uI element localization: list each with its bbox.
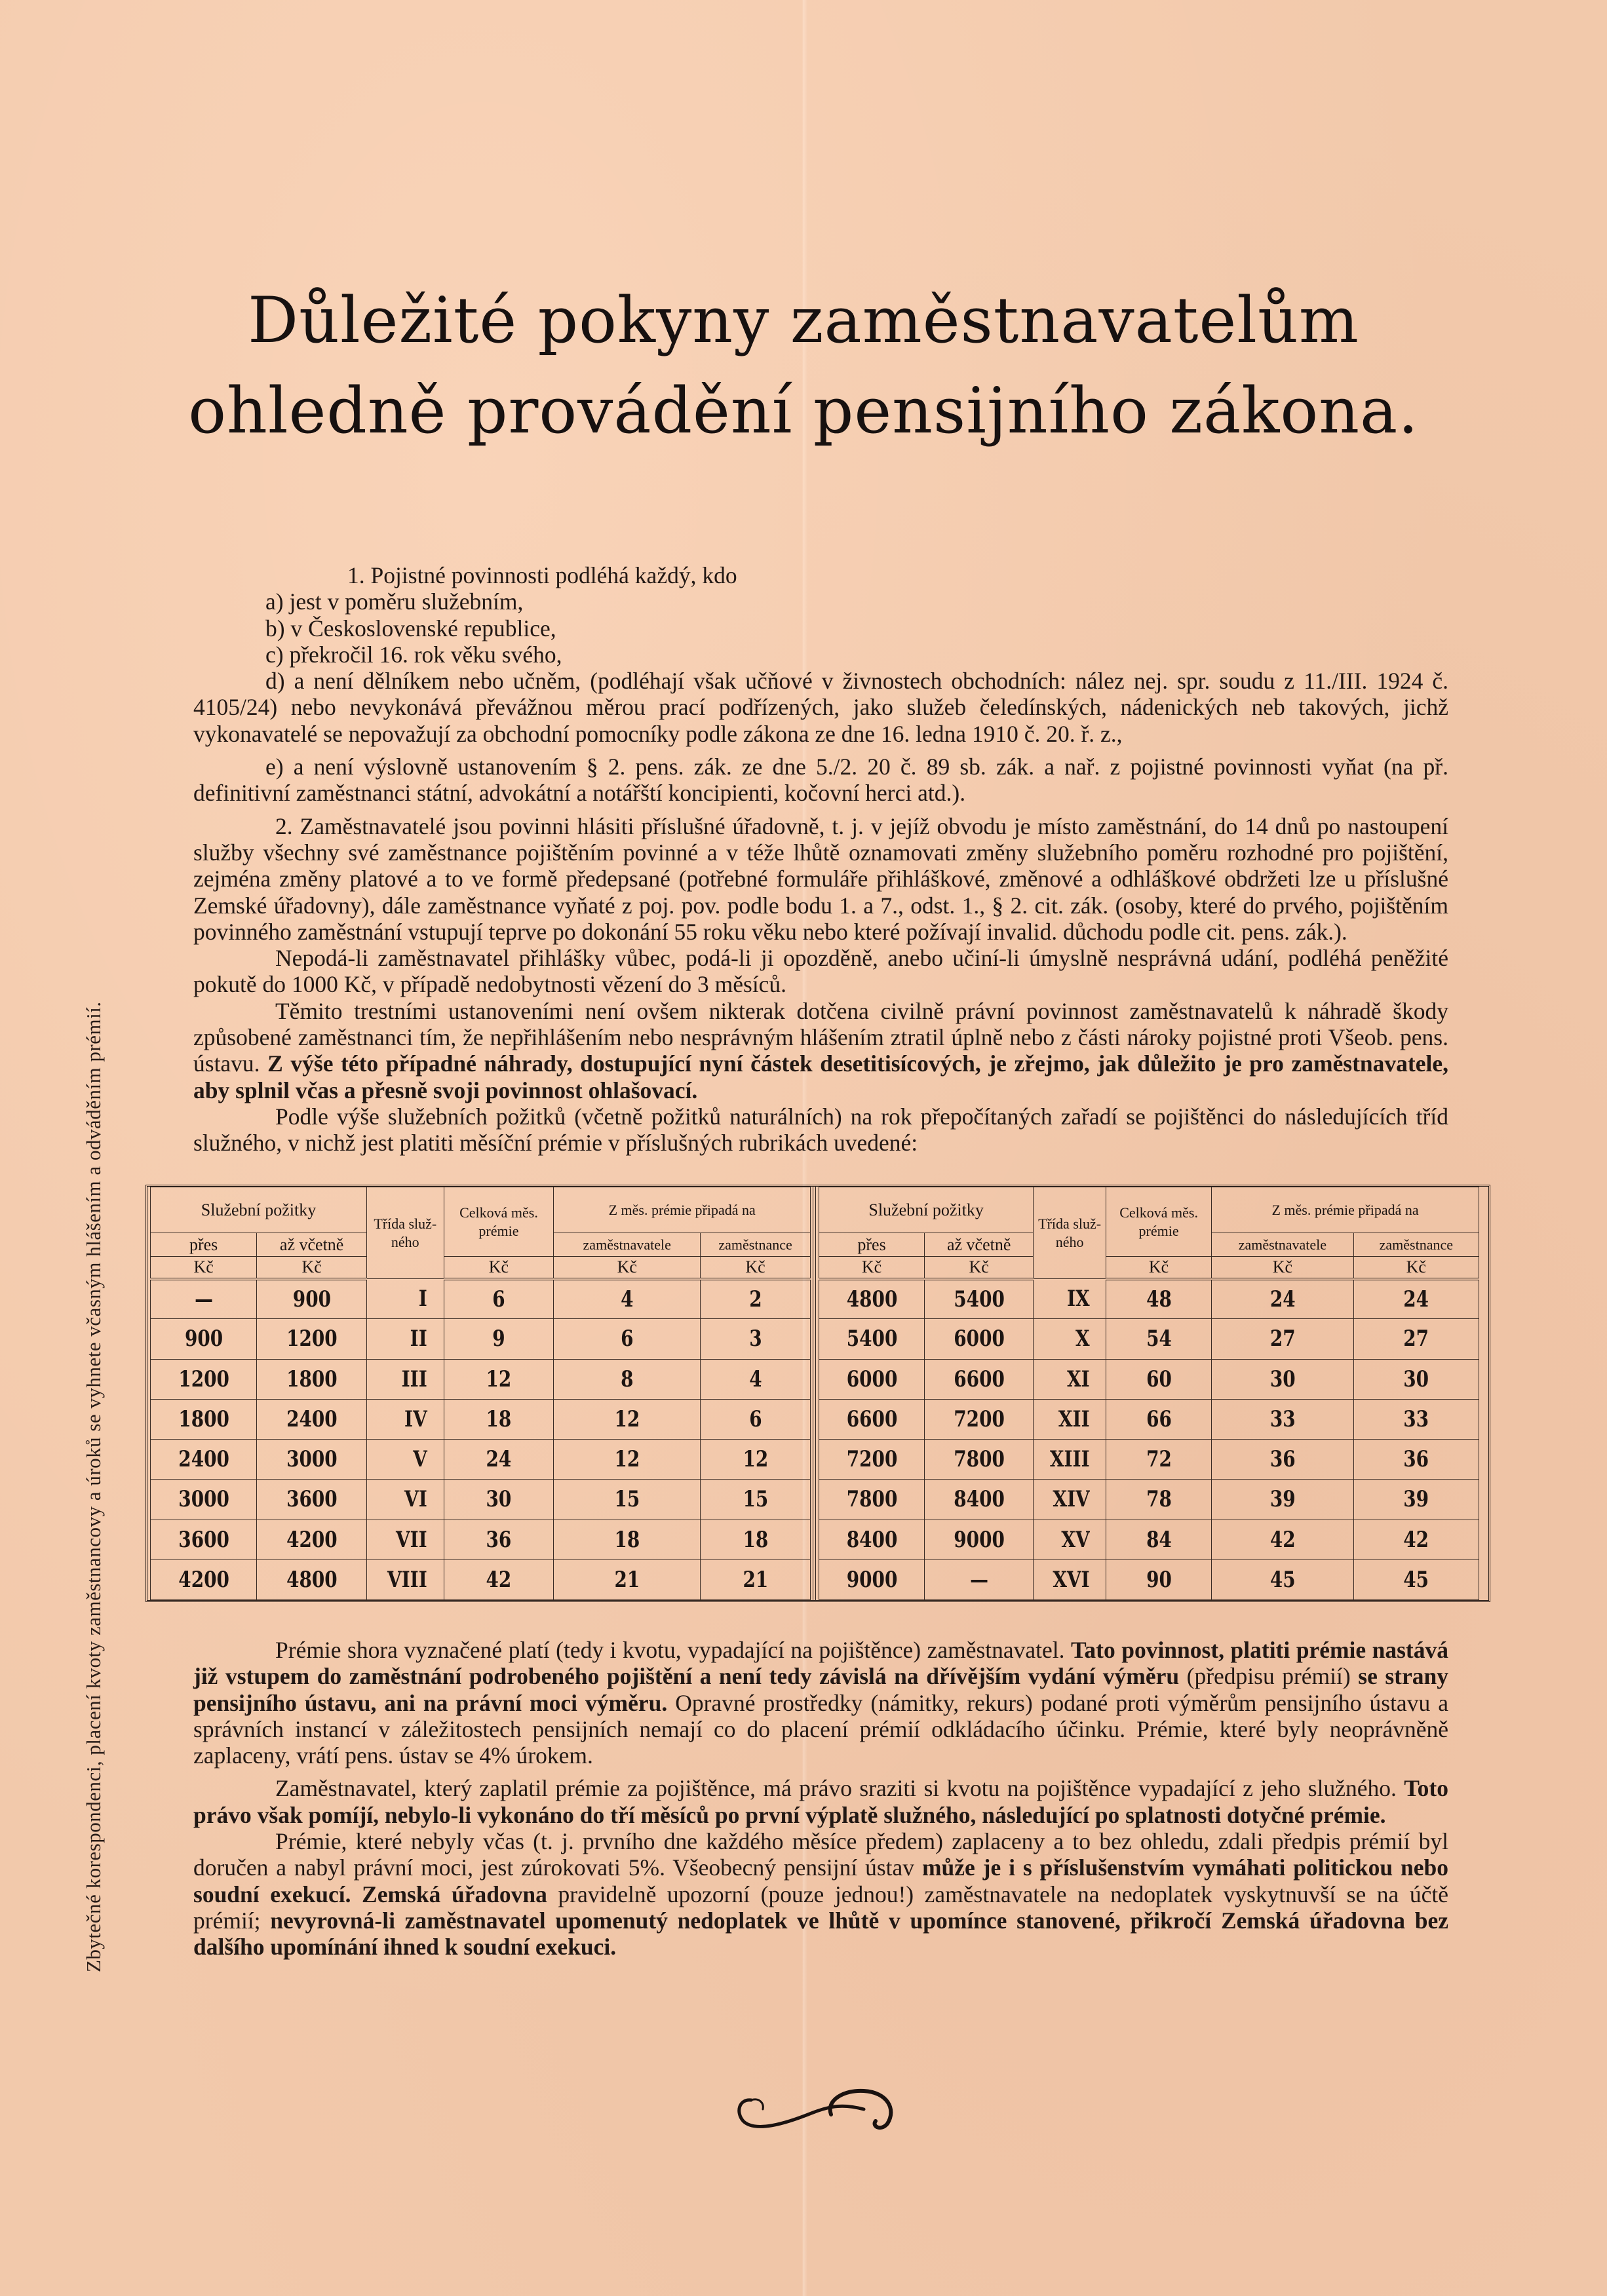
table-row xyxy=(819,1359,1479,1399)
cell-pres: 7800 xyxy=(828,1480,915,1520)
text-run: Prémie, které nebyly včas (t. j. prvního dne každého měsíce předem) zaplaceny a to bez ohledu, zdali předpis prémií byl doručen a nabyl právní moci, jest zúrokovati 5%. Všeobecný pensijní ústav xyxy=(193,1828,1448,1881)
table-row xyxy=(151,1399,811,1439)
cell-zamestnavatel: 45 xyxy=(1224,1559,1341,1599)
cell-zamestnanec: 6 xyxy=(710,1399,801,1439)
cell-trida: XV xyxy=(1040,1520,1100,1559)
cell-zamestnavatel: 24 xyxy=(1224,1279,1341,1319)
table-row xyxy=(151,1559,811,1599)
cell-az: 3600 xyxy=(267,1480,357,1520)
cell-pres: 3000 xyxy=(160,1480,247,1520)
cell-az: 8400 xyxy=(935,1480,1024,1520)
header-pozitky: Služební požitky xyxy=(151,1187,367,1233)
cell-zamestnanec: 36 xyxy=(1365,1440,1467,1480)
unit-label: Kč xyxy=(554,1257,701,1279)
flourish-ornament-icon xyxy=(733,2080,903,2133)
cell-zamestnanec: 15 xyxy=(710,1480,801,1520)
cell-pres: 4800 xyxy=(828,1279,915,1319)
text-run: pravidelně upozorní (pouze jednou!) zaměstnavatele na nedoplatek vyskytnuvší se na účtě prémií; xyxy=(193,1881,1448,1934)
header-pres: přes xyxy=(151,1233,257,1257)
table-row xyxy=(819,1319,1479,1359)
unit-label: Kč xyxy=(1212,1257,1354,1279)
cell-celkova: 30 xyxy=(454,1480,544,1520)
unit-label: Kč xyxy=(1106,1257,1212,1279)
cell-az: 7800 xyxy=(935,1440,1024,1480)
cell-zamestnavatel: 12 xyxy=(567,1440,687,1480)
condition-b: b) v Československé republice, xyxy=(265,615,556,641)
right-table-body xyxy=(819,1279,1479,1600)
table-row xyxy=(819,1440,1479,1480)
cell-az: 5400 xyxy=(935,1279,1024,1319)
cell-zamestnanec: 27 xyxy=(1365,1319,1467,1359)
cell-zamestnavatel: 36 xyxy=(1224,1440,1341,1480)
cell-celkova: 90 xyxy=(1115,1559,1202,1599)
section-1-intro: 1. Pojistné povinnosti podléhá každý, kdo xyxy=(347,562,737,588)
cell-celkova: 24 xyxy=(454,1440,544,1480)
header-zamestnavatele: zaměstnavatele xyxy=(1212,1233,1354,1257)
table-row xyxy=(819,1559,1479,1599)
header-zamestnavatele: zaměstnavatele xyxy=(554,1233,701,1257)
cell-zamestnanec: 30 xyxy=(1365,1359,1467,1399)
cell-az: 1200 xyxy=(267,1319,357,1359)
cell-zamestnanec: 12 xyxy=(710,1440,801,1480)
cell-celkova: 42 xyxy=(454,1559,544,1599)
cell-zamestnanec: 21 xyxy=(710,1559,801,1599)
cell-zamestnanec: 2 xyxy=(710,1279,801,1319)
side-note: Zbytečné korespondenci, placení kvoty zaměstnancovy a úroků se vyhnete včasným hlášením a odváděním prémií. xyxy=(82,1001,105,1972)
cell-az: 900 xyxy=(267,1279,357,1319)
header-celkova: Celková měs. prémie xyxy=(1106,1187,1212,1257)
cell-zamestnavatel: 39 xyxy=(1224,1480,1341,1520)
left-table-body xyxy=(151,1279,811,1600)
text-run: Prémie shora vyznačené platí (tedy i kvotu, vypadající na pojištěnce) zaměstnavatel. xyxy=(275,1637,1071,1663)
table-row xyxy=(151,1359,811,1399)
unit-label: Kč xyxy=(151,1257,257,1279)
cell-pres: 6000 xyxy=(828,1359,915,1399)
cell-zamestnanec: 39 xyxy=(1365,1480,1467,1520)
cell-az: 4200 xyxy=(267,1520,357,1559)
cell-az: 6600 xyxy=(935,1359,1024,1399)
cell-az: — xyxy=(935,1559,1024,1599)
cell-trida: II xyxy=(374,1319,436,1359)
header-pres: přes xyxy=(819,1233,925,1257)
cell-celkova: 60 xyxy=(1115,1359,1202,1399)
section-2-paragraph: 2. Zaměstnavatelé jsou povinni hlásiti příslušné úřadovně, t. j. v jejíž obvodu je místo zaměstnání, do 14 dnů po nastoupení služby všechny své zaměstnance pojištěním povinné a v téže lhůtě oznamovati změny služebního poměru rozhodné pro pojištění, zejména změny platové a to ve formě předepsané (potřebné formuláře přihláškové, změnové a odhláškové obdržeti lze u příslušné Zemské úřadovny), dále zaměstnance vyňaté z poj. pov. podle bodu 1. a 7., odst. 1., § 2. cit. zák. (osoby, které do prvého, pojištěním povinného zaměstnání vstupují teprve po dokonání 55 roku věku nebo které požívají invalid. důchodu podle cit. pens. zák.). xyxy=(193,813,1448,945)
liability-text: Těmito trestními ustanoveními není ovšem nikterak dotčena civilně právní povinnost zaměstnavatelů k náhradě škody způsobené zaměstnanci tím, že nepřihlášením nebo nesprávným hlášením ztratil úplně nebo z části nároky pojistné proti Všeob. pens. ústavu. xyxy=(193,997,1448,1077)
cell-trida: XVI xyxy=(1040,1559,1100,1599)
cell-zamestnavatel: 12 xyxy=(567,1399,687,1439)
cell-trida: VI xyxy=(374,1480,436,1520)
cell-trida: X xyxy=(1040,1319,1100,1359)
cell-pres: 6600 xyxy=(828,1399,915,1439)
cell-pres: 7200 xyxy=(828,1440,915,1480)
text-run-bold: Tato povinnost, platiti prémie nastává již vstupem do zaměstnání podrobeného pojištění a není tedy závislá na dřívějším vydání výměru xyxy=(193,1637,1448,1690)
cell-zamestnanec: 4 xyxy=(710,1359,801,1399)
header-z-mes: Z měs. prémie připadá na xyxy=(554,1187,811,1233)
text-run: Zaměstnavatel, který zaplatil prémie za pojištěnce, má právo sraziti si kvotu na pojištěnce vypadající z jeho služného. xyxy=(275,1775,1404,1802)
table-divider xyxy=(813,1187,816,1600)
liability-paragraph xyxy=(193,998,1448,1103)
unit-label: Kč xyxy=(701,1257,811,1279)
cell-pres: 1200 xyxy=(160,1359,247,1399)
cell-pres: 4200 xyxy=(160,1559,247,1599)
header-celkova: Celková měs. prémie xyxy=(444,1187,554,1257)
page-title xyxy=(0,275,1607,456)
cell-trida: VII xyxy=(374,1520,436,1559)
table-row xyxy=(819,1520,1479,1559)
table-row xyxy=(151,1319,811,1359)
table-row xyxy=(151,1480,811,1520)
cell-trida: III xyxy=(374,1359,436,1399)
text-run-bold: se strany pensijního ústavu, ani na právní moci výměru. xyxy=(193,1663,1448,1716)
cell-celkova: 18 xyxy=(454,1399,544,1439)
cell-trida: V xyxy=(374,1440,436,1480)
unit-label: Kč xyxy=(819,1257,925,1279)
unit-label: Kč xyxy=(444,1257,554,1279)
cell-celkova: 12 xyxy=(454,1359,544,1399)
cell-pres: 900 xyxy=(160,1319,247,1359)
cell-zamestnavatel: 8 xyxy=(567,1359,687,1399)
condition-d: d) a není dělníkem nebo učněm, (podléhají však učňové v živnostech obchodních: nález nej. spr. soudu z 11./III. 1924 č. 4105/24) nebo nevykonává převážnou měrou prací podřízených, jako služeb čeledínských, nádenických neb takových, jichž vykonavatelé se nepovažují za obchodní pomocníky podle zákona ze dne 16. ledna 1910 č. 20. ř. z., xyxy=(193,668,1448,747)
cell-pres: 2400 xyxy=(160,1440,247,1480)
cell-zamestnavatel: 15 xyxy=(567,1480,687,1520)
cell-celkova: 84 xyxy=(1115,1520,1202,1559)
cell-zamestnavatel: 18 xyxy=(567,1520,687,1559)
cell-zamestnanec: 24 xyxy=(1365,1279,1467,1319)
cell-az: 4800 xyxy=(267,1559,357,1599)
header-zamestnance: zaměstnance xyxy=(701,1233,811,1257)
cell-zamestnavatel: 21 xyxy=(567,1559,687,1599)
cell-az: 6000 xyxy=(935,1319,1024,1359)
header-trida: Třída služ- ného xyxy=(367,1187,444,1279)
cell-zamestnavatel: 6 xyxy=(567,1319,687,1359)
header-zamestnance: zaměstnance xyxy=(1353,1233,1479,1257)
header-az-vcetne: až včetně xyxy=(925,1233,1034,1257)
cell-celkova: 48 xyxy=(1115,1279,1202,1319)
cell-pres: 5400 xyxy=(828,1319,915,1359)
cell-celkova: 78 xyxy=(1115,1480,1202,1520)
text-run-bold: může je i s příslušenstvím vymáhati politickou nebo soudní exekucí. Zemská úřadovna xyxy=(193,1854,1448,1907)
cell-zamestnanec: 45 xyxy=(1365,1559,1467,1599)
title-line-2: ohledně provádění pensijního zákona. xyxy=(188,374,1419,448)
table-row xyxy=(819,1279,1479,1319)
cell-pres: 8400 xyxy=(828,1520,915,1559)
condition-a: a) jest v poměru služebním, xyxy=(265,588,524,615)
cell-az: 2400 xyxy=(267,1399,357,1439)
cell-zamestnavatel: 4 xyxy=(567,1279,687,1319)
table-row xyxy=(819,1399,1479,1439)
cell-trida: XI xyxy=(1040,1359,1100,1399)
cell-zamestnavatel: 27 xyxy=(1224,1319,1341,1359)
cell-zamestnavatel: 30 xyxy=(1224,1359,1341,1399)
cell-zamestnanec: 3 xyxy=(710,1319,801,1359)
premium-payment-paragraph xyxy=(193,1637,1448,1769)
condition-e: e) a není výslovně ustanovením § 2. pens. zák. ze dne 5./2. 20 č. 89 sb. zák. a nař. z pojistné povinnosti vyňat (na př. definitivní zaměstnanci státní, advokátní a notářští koncipienti, kočovní herci atd.). xyxy=(193,754,1448,807)
cell-trida: VIII xyxy=(374,1559,436,1599)
cell-trida: XIV xyxy=(1040,1480,1100,1520)
cell-pres: 1800 xyxy=(160,1399,247,1439)
section-1-2 xyxy=(193,562,1448,1157)
premium-table-left xyxy=(150,1187,811,1600)
cell-trida: XIII xyxy=(1040,1440,1100,1480)
cell-celkova: 6 xyxy=(454,1279,544,1319)
arrears-paragraph xyxy=(193,1828,1448,1960)
title-line-1: Důležité pokyny zaměstnavatelům xyxy=(248,284,1359,357)
table-row xyxy=(151,1279,811,1319)
cell-az: 3000 xyxy=(267,1440,357,1480)
table-row xyxy=(819,1480,1479,1520)
cell-az: 9000 xyxy=(935,1520,1024,1559)
unit-label: Kč xyxy=(257,1257,367,1279)
condition-c: c) překročil 16. rok věku svého, xyxy=(265,641,562,668)
header-pozitky: Služební požitky xyxy=(819,1187,1034,1233)
section-3 xyxy=(193,1637,1448,1961)
cell-zamestnanec: 42 xyxy=(1365,1520,1467,1559)
header-trida: Třída služ- ného xyxy=(1034,1187,1106,1279)
liability-emphasis: Z výše této případné náhrady, dostupující nyní částek desetitisícových, je zřejmo, jak důležito je pro zaměstnavatele, aby splnil včas a přesně svoji povinnost ohlašovací. xyxy=(193,1050,1448,1103)
cell-zamestnavatel: 42 xyxy=(1224,1520,1341,1559)
cell-trida: IX xyxy=(1040,1279,1100,1319)
cell-celkova: 66 xyxy=(1115,1399,1202,1439)
cell-pres: 3600 xyxy=(160,1520,247,1559)
unit-label: Kč xyxy=(1353,1257,1479,1279)
text-run-bold: Toto právo však pomíjí, nebylo-li vykonáno do tří měsíců po první výplatě služného, následující po splatnosti dotyčné prémie. xyxy=(193,1775,1448,1828)
cell-pres: — xyxy=(160,1279,247,1319)
cell-celkova: 9 xyxy=(454,1319,544,1359)
cell-zamestnanec: 33 xyxy=(1365,1399,1467,1439)
cell-trida: XII xyxy=(1040,1399,1100,1439)
cell-trida: I xyxy=(374,1279,436,1319)
deduction-paragraph xyxy=(193,1775,1448,1828)
unit-label: Kč xyxy=(925,1257,1034,1279)
penalty-paragraph: Nepodá-li zaměstnavatel přihlášky vůbec, podá-li ji opozděně, anebo učiní-li úmyslně nesprávná udání, podléhá peněžité pokutě do 1000 Kč, v případě nedobytnosti vězení do 3 měsíců. xyxy=(193,945,1448,998)
cell-trida: IV xyxy=(374,1399,436,1439)
text-run: Opravné prostředky (námitky, rekurs) podané proti výměrům pensijního ústavu a správních instancí v záležitostech pensijních nemají co do placení prémií odkládacího účinku. Prémie, které byly neoprávněně zaplaceny, vrátí pens. ústav se 4% úrokem. xyxy=(193,1689,1448,1769)
premium-table-right xyxy=(819,1187,1479,1600)
cell-zamestnanec: 18 xyxy=(710,1520,801,1559)
classification-paragraph: Podle výše služebních požitků (včetně požitků naturálních) na rok přepočítaných zařadí se pojištěnci do následujících tříd služného, v nichž jest platiti měsíční prémie v příslušných rubrikách uvedené: xyxy=(193,1103,1448,1157)
text-run: (předpisu prémií) xyxy=(1179,1663,1359,1690)
table-row xyxy=(151,1440,811,1480)
cell-az: 1800 xyxy=(267,1359,357,1399)
cell-zamestnavatel: 33 xyxy=(1224,1399,1341,1439)
cell-pres: 9000 xyxy=(828,1559,915,1599)
table-row xyxy=(151,1520,811,1559)
premium-table xyxy=(145,1185,1490,1602)
cell-az: 7200 xyxy=(935,1399,1024,1439)
cell-celkova: 54 xyxy=(1115,1319,1202,1359)
header-z-mes: Z měs. prémie připadá na xyxy=(1212,1187,1479,1233)
text-run-bold: nevyrovná-li zaměstnavatel upomenutý nedoplatek ve lhůtě v upomínce stanovené, přikročí Zemská úřadovna bez dalšího upomínání ihned k soudní exekuci. xyxy=(193,1907,1449,1961)
header-az-vcetne: až včetně xyxy=(257,1233,367,1257)
cell-celkova: 36 xyxy=(454,1520,544,1559)
cell-celkova: 72 xyxy=(1115,1440,1202,1480)
